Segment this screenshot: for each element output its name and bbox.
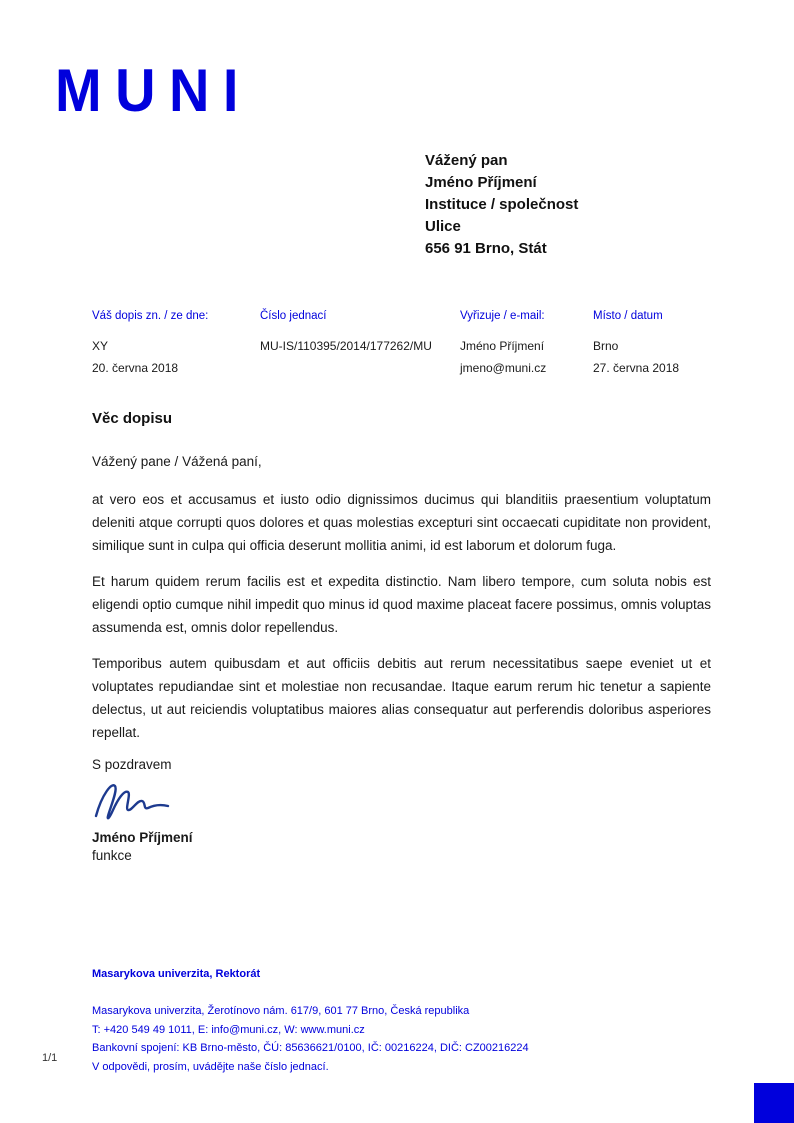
recipient-line: Instituce / společnost	[425, 196, 579, 213]
meta-value: XY	[92, 339, 109, 353]
body-paragraph: Temporibus autem quibusdam et aut officiis debitis aut rerum necessitatibus saepe eveniet ut et voluptates repudiandae sint et molestiae non recusandae. Itaque earum rerum hic tenetur a sapiente delectus, ut aut reiciendis voluptatibus maiores alias consequatur aut perferendis doloribus asperiores repellat.	[92, 656, 711, 740]
meta-label: Číslo jednací	[260, 310, 327, 322]
signer-name: Jméno Příjmení	[92, 830, 193, 845]
body-paragraph: at vero eos et accusamus et iusto odio dignissimos ducimus qui blanditiis praesentium voluptatum deleniti atque corrupti quos dolores et quas molestias excepturi sint occaecati cupiditate non provident, similique sunt in culpa qui officia deserunt mollitia animi, id est laborum et dolorum fuga.	[92, 492, 711, 553]
recipient-line: Jméno Příjmení	[425, 174, 537, 191]
meta-label: Místo / datum	[593, 310, 663, 322]
letter-body	[92, 410, 711, 866]
letter-metadata	[92, 310, 717, 379]
recipient-line: Ulice	[425, 218, 461, 235]
meta-label: Vyřizuje / e-mail:	[460, 310, 545, 322]
signer-role: funkce	[92, 848, 132, 863]
page-number: 1/1	[42, 1052, 58, 1064]
footer-contacts: T: +420 549 49 1011, E: info@muni.cz, W: www.muni.cz	[92, 1023, 365, 1036]
brand-corner-square	[754, 1083, 794, 1123]
recipient-address	[425, 150, 578, 260]
signature-scribble-icon	[92, 776, 176, 828]
body-paragraph: Et harum quidem rerum facilis est et expedita distinctio. Nam libero tempore, cum soluta nobis est eligendi optio cumque nihil impedit quo minus id quod maxime placeat facere possimus, omnis voluptas assumenda est, omnis dolor repellendus.	[92, 574, 711, 635]
recipient-line: 656 91 Brno, Stát	[425, 240, 547, 257]
muni-logo: MUNI	[55, 55, 252, 124]
footer-bank-info: Bankovní spojení: KB Brno-město, ČÚ: 85636621/0100, IČ: 00216224, DIČ: CZ00216224	[92, 1042, 529, 1054]
meta-label: Váš dopis zn. / ze dne:	[92, 310, 209, 322]
meta-value: 20. června 2018	[92, 361, 179, 375]
letter-salutation: Vážený pane / Vážená paní,	[92, 454, 262, 469]
meta-column-handler	[460, 310, 593, 379]
footer-address: Masarykova univerzita, Žerotínovo nám. 617/9, 601 77 Brno, Česká republika	[92, 1005, 470, 1017]
meta-value	[260, 357, 460, 379]
recipient-line: Vážený pan	[425, 152, 508, 169]
footer-department: Masarykova univerzita, Rektorát	[92, 968, 261, 980]
meta-value: Jméno Příjmení	[460, 339, 545, 353]
meta-value: jmeno@muni.cz	[460, 361, 547, 375]
meta-value: MU-IS/110395/2014/177262/MU	[260, 339, 432, 353]
letter-closing: S pozdravem	[92, 757, 172, 772]
letter-subject: Věc dopisu	[92, 410, 173, 427]
meta-column-place-date	[593, 310, 717, 379]
meta-column-file-number	[260, 310, 460, 379]
meta-value: 27. června 2018	[593, 361, 680, 375]
meta-column-reference	[92, 310, 260, 379]
handwritten-signature	[92, 776, 711, 828]
letter-footer	[92, 968, 732, 1076]
meta-value: Brno	[593, 339, 619, 353]
footer-note: V odpovědi, prosím, uvádějte naše číslo jednací.	[92, 1060, 329, 1073]
